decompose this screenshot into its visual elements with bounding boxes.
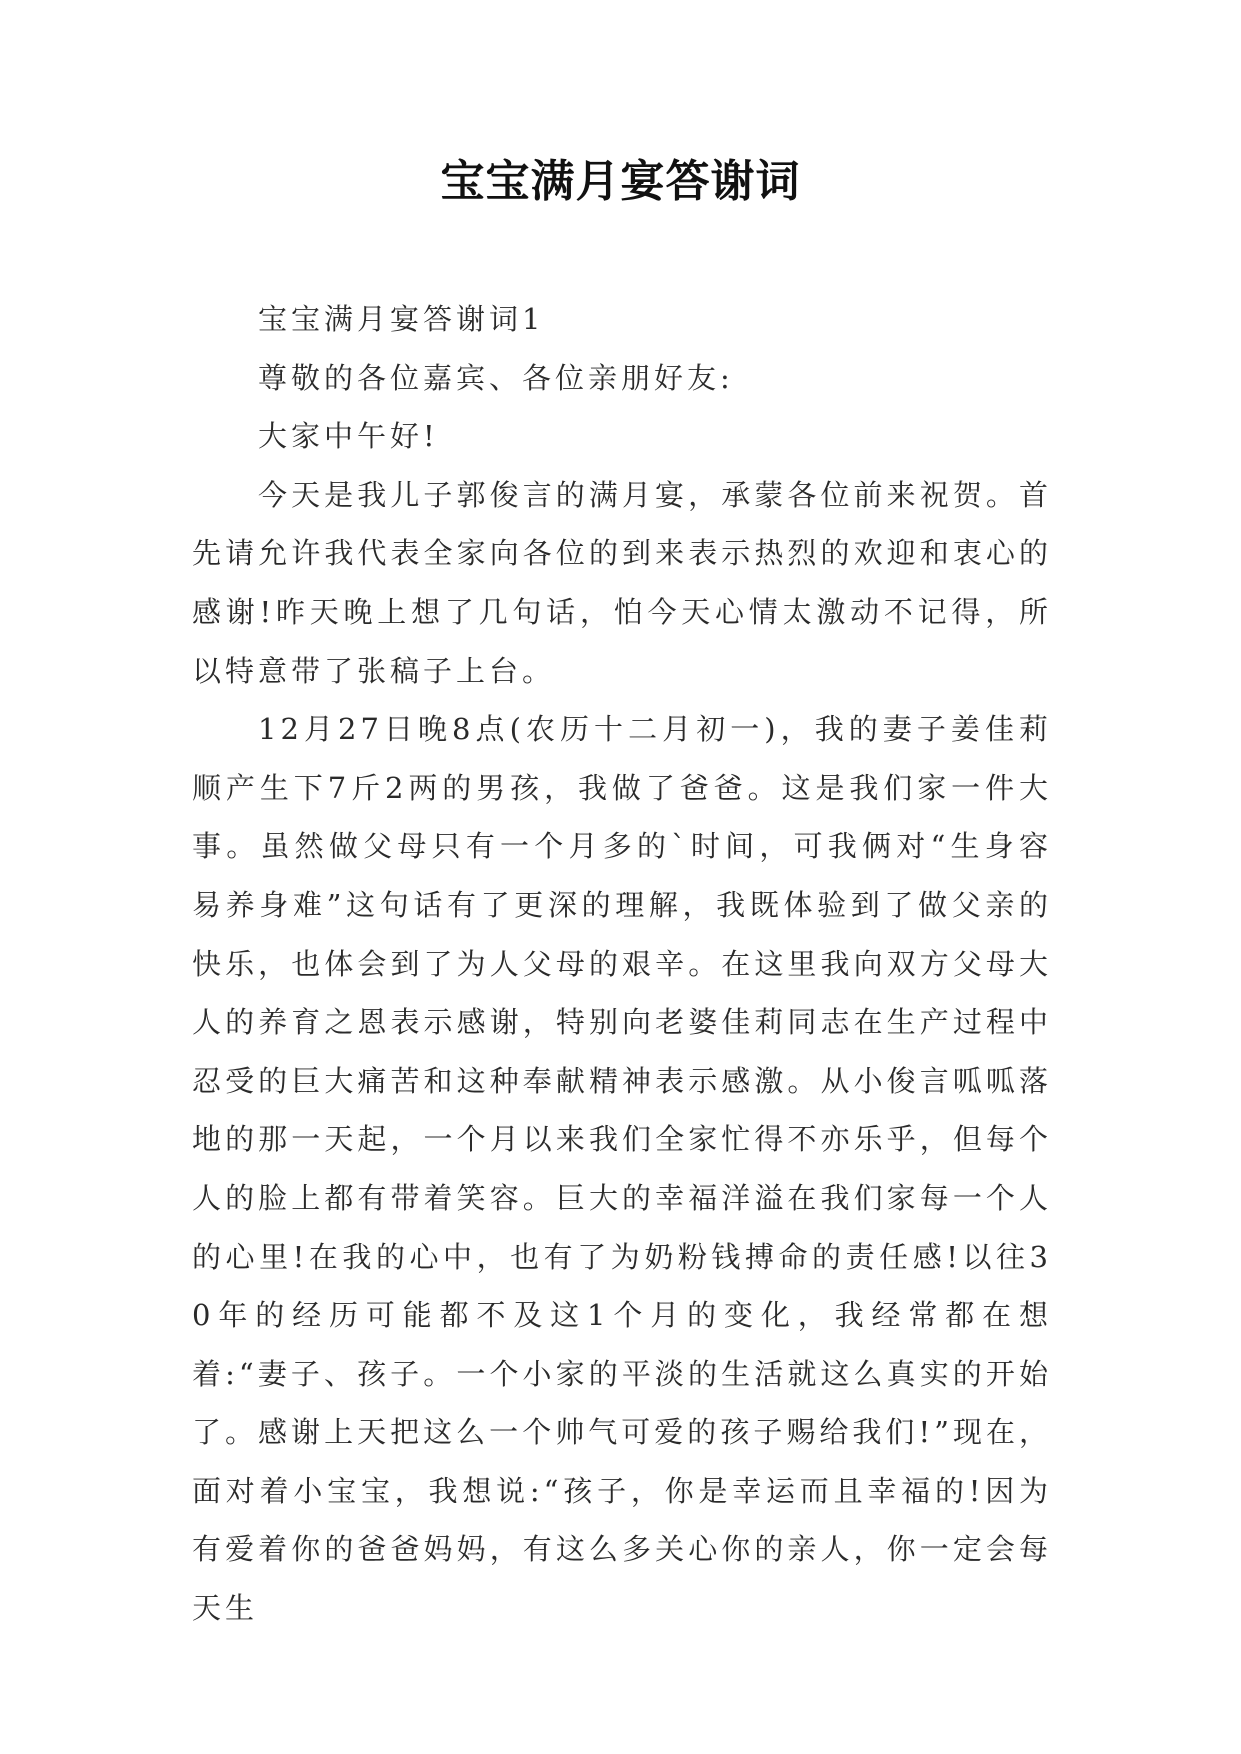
- paragraph-heading: 宝宝满月宴答谢词1: [258, 302, 545, 336]
- paragraph-main: 12月27日晚8点(农历十二月初一)，我的妻子姜佳莉顺产生下7斤2两的男孩，我做了爸爸。这是我们家一件大事。虽然做父母只有一个月多的`时间，可我俩对“生身容易养身难”这句话有了更深的理解，我既体验到了做父亲的快乐，也体会到了为人父母的艰辛。在这里我向双方父母大人的养育之恩表示感谢，特别向老婆佳莉同志在生产过程中忍受的巨大痛苦和这种奉献精神表示感激。从小俊言呱呱落地的那一天起，一个月以来我们全家忙得不亦乐乎，但每个人的脸上都有带着笑容。巨大的幸福洋溢在我们家每一个人的心里!在我的心中，也有了为奶粉钱搏命的责任感!以往30年的经历可能都不及这1个月的变化，我经常都在想着:“妻子、孩子。一个小家的平淡的生活就这么真实的开始了。感谢上天把这么一个帅气可爱的孩子赐给我们!”现在，面对着小宝宝，我想说:“孩子，你是幸运而且幸福的!因为有爱着你的爸爸妈妈，有这么多关心你的亲人，你一定会每天生: [192, 712, 1052, 1626]
- paragraph-intro: 今天是我儿子郭俊言的满月宴，承蒙各位前来祝贺。首先请允许我代表全家向各位的到来表示热烈的欢迎和衷心的感谢!昨天晚上想了几句话，怕今天心情太激动不记得，所以特意带了张稿子上台。: [192, 477, 1052, 688]
- paragraph-salutation: 尊敬的各位嘉宾、各位亲朋好友:: [258, 360, 734, 395]
- paragraph-greeting: 大家中午好!: [258, 419, 439, 454]
- document-body: [192, 290, 1052, 1638]
- document-title: 宝宝满月宴答谢词: [440, 156, 801, 207]
